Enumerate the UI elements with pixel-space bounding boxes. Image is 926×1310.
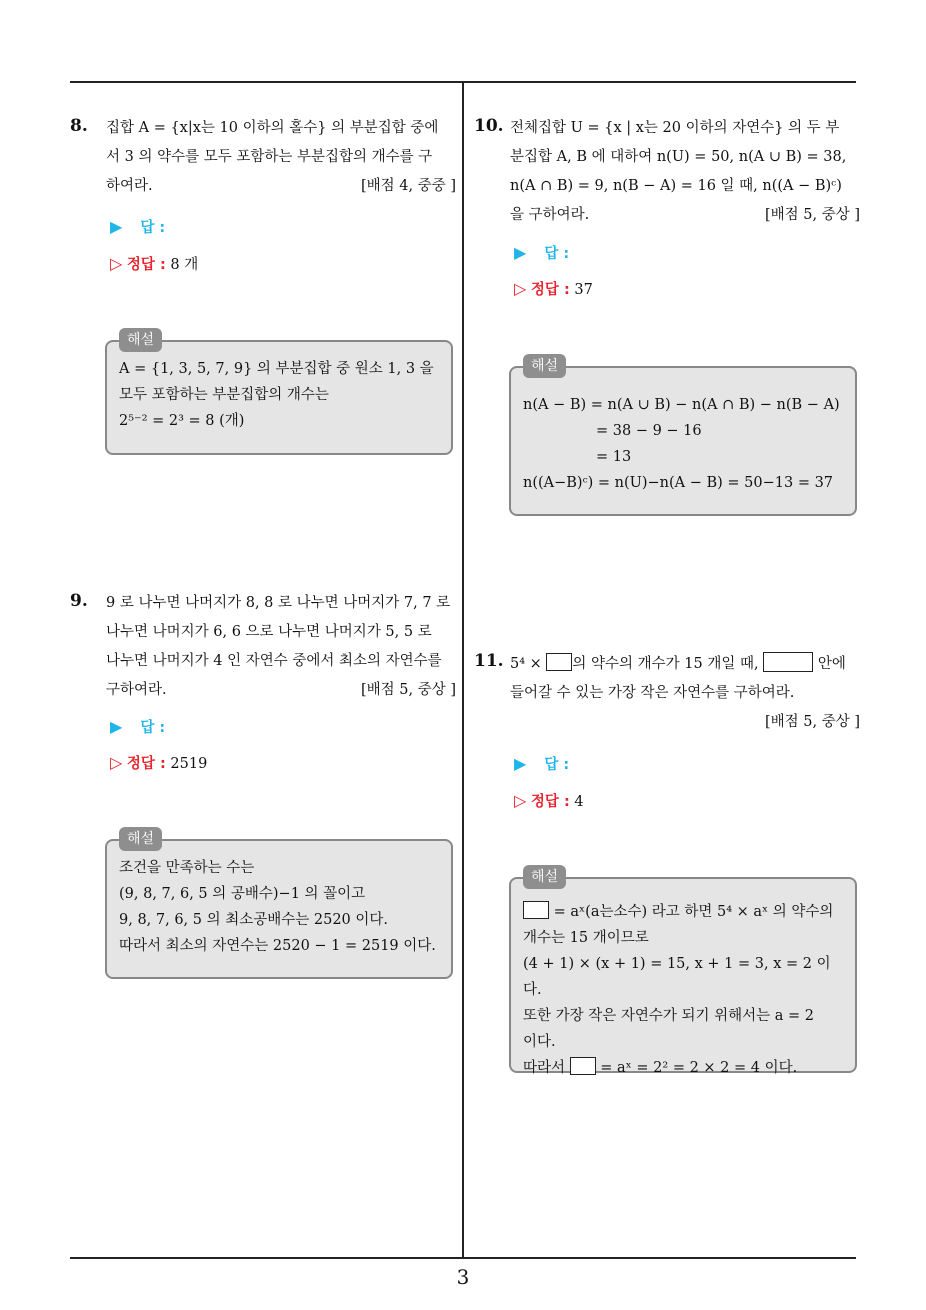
problem-8-line: 하여라. <box>106 178 153 194</box>
problem-11-number: 11. <box>474 651 504 671</box>
problem-8-number: 8. <box>70 116 88 136</box>
play-icon: ▶ <box>514 754 527 773</box>
problem-8-correct-answer: 8 개 <box>170 257 199 273</box>
explanation-text: = aˣ = 2² = 2 × 2 = 4 이다. <box>600 1060 798 1076</box>
problem-10-answer-row <box>514 242 569 263</box>
problem-8-correct-row <box>110 253 198 274</box>
problem-9-correct-row <box>110 752 207 773</box>
problem-10-line: 분집합 A, B 에 대하여 n(U) = 50, n(A ∪ B) = 38, <box>510 149 847 165</box>
problem-10-line: 전체집합 U = {x | x는 20 이하의 자연수} 의 두 부 <box>510 120 840 136</box>
explanation-tag: 해설 <box>119 827 162 851</box>
problem-11-explanation-box <box>509 877 857 1076</box>
explanation-line: 또한 가장 작은 자연수가 되기 위해서는 a = 2 <box>523 1008 815 1024</box>
answer-label: 답 : <box>140 720 166 736</box>
explanation-line: 개수는 15 개이므로 <box>523 930 649 946</box>
problem-8-explanation-box <box>105 340 453 455</box>
problem-9-line: 9 로 나누면 나머지가 8, 8 로 나누면 나머지가 7, 7 로 <box>106 595 451 611</box>
explanation-line: 따라서 최소의 자연수는 2520 − 1 = 2519 이다. <box>119 938 436 954</box>
explanation-line: n((A−B)ᶜ) = n(U)−n(A − B) = 50−13 = 37 <box>523 475 834 491</box>
problem-10-line: n(A ∩ B) = 9, n(B − A) = 16 일 때, n((A − B)ᶜ) <box>510 178 842 194</box>
problem-11-text: 의 약수의 개수가 15 개일 때, <box>572 656 759 672</box>
explanation-line: (9, 8, 7, 6, 5 의 공배수)−1 의 꼴이고 <box>119 886 366 902</box>
triangle-outline-icon: ▷ <box>514 279 527 298</box>
explanation-line <box>523 1055 843 1081</box>
problem-9-line: 구하여라. <box>106 682 167 698</box>
bottom-rule <box>70 1257 856 1259</box>
problem-9-line: 나누면 나머지가 6, 6 으로 나누면 나머지가 5, 5 로 <box>106 624 432 640</box>
problem-8-line: 집합 A = {x|x는 10 이하의 홀수} 의 부분집합 중에 <box>106 120 439 136</box>
problem-8-line: 서 3 의 약수를 모두 포함하는 부분집합의 개수를 구 <box>106 149 433 165</box>
explanation-line: = 13 <box>596 449 632 465</box>
correct-label: 정답 : <box>530 794 570 810</box>
answer-label: 답 : <box>544 246 570 262</box>
problem-9-answer-row <box>110 716 165 737</box>
explanation-text: = aˣ(a는소수) 라고 하면 5⁴ × aˣ 의 약수의 <box>553 904 834 920</box>
explanation-tag: 해설 <box>523 865 566 889</box>
correct-label: 정답 : <box>530 282 570 298</box>
problem-10-correct-row <box>514 278 593 299</box>
problem-9-score: [배점 5, 중상 ] <box>360 682 456 698</box>
problem-11-correct-answer: 4 <box>574 794 584 810</box>
problem-9-explanation-box <box>105 839 453 979</box>
explanation-line: = 38 − 9 − 16 <box>596 423 702 439</box>
problem-8-score: [배점 4, 중중 ] <box>360 178 456 194</box>
problem-11-correct-row <box>514 790 584 811</box>
problem-11-text: 5⁴ × <box>510 656 542 672</box>
explanation-line <box>523 899 843 925</box>
explanation-line: 9, 8, 7, 6, 5 의 최소공배수는 2520 이다. <box>119 912 389 928</box>
problem-10-line: 을 구하여라. <box>510 207 590 223</box>
play-icon: ▶ <box>110 717 123 736</box>
problem-11-score: [배점 5, 중상 ] <box>764 714 860 730</box>
answer-label: 답 : <box>544 757 570 773</box>
blank-box <box>523 901 549 919</box>
explanation-tag: 해설 <box>523 354 566 378</box>
triangle-outline-icon: ▷ <box>110 254 123 273</box>
problem-9-line: 나누면 나머지가 4 인 자연수 중에서 최소의 자연수를 <box>106 653 442 669</box>
problem-10-correct-answer: 37 <box>574 282 593 298</box>
problem-9-number: 9. <box>70 591 88 611</box>
problem-10-explanation-box <box>509 366 857 516</box>
play-icon: ▶ <box>514 243 527 262</box>
triangle-outline-icon: ▷ <box>110 753 123 772</box>
problem-11-text: 안에 <box>817 656 846 672</box>
blank-box <box>546 653 572 671</box>
explanation-line: 2⁵⁻² = 2³ = 8 (개) <box>119 413 245 429</box>
page-number: 3 <box>456 1265 470 1289</box>
problem-11 <box>510 650 860 737</box>
column-divider <box>462 83 464 1258</box>
problem-11-answer-row <box>514 753 569 774</box>
answer-label: 답 : <box>140 220 166 236</box>
blank-box <box>570 1057 596 1075</box>
problem-10-number: 10. <box>474 116 504 136</box>
problem-11-line: 들어갈 수 있는 가장 작은 자연수를 구하여라. <box>510 685 795 701</box>
explanation-line: A = {1, 3, 5, 7, 9} 의 부분집합 중 원소 1, 3 을 <box>119 361 434 377</box>
explanation-line: 조건을 만족하는 수는 <box>119 860 255 876</box>
blank-box <box>763 652 813 672</box>
explanation-line: n(A − B) = n(A ∪ B) − n(A ∩ B) − n(B − A) <box>523 397 840 413</box>
problem-8-answer-row <box>110 216 165 237</box>
correct-label: 정답 : <box>126 756 166 772</box>
explanation-line: (4 + 1) × (x + 1) = 15, x + 1 = 3, x = 2 이다. <box>523 956 831 998</box>
problem-10 <box>510 114 860 230</box>
explanation-line: 이다. <box>523 1034 556 1050</box>
problem-9 <box>106 589 456 705</box>
problem-10-score: [배점 5, 중상 ] <box>764 207 860 223</box>
problem-8 <box>106 114 456 201</box>
problem-11-line <box>510 650 860 679</box>
correct-label: 정답 : <box>126 257 166 273</box>
play-icon: ▶ <box>110 217 123 236</box>
triangle-outline-icon: ▷ <box>514 791 527 810</box>
explanation-line: 모두 포함하는 부분집합의 개수는 <box>119 387 329 403</box>
explanation-text: 따라서 <box>523 1060 566 1076</box>
problem-9-correct-answer: 2519 <box>170 756 208 772</box>
explanation-tag: 해설 <box>119 328 162 352</box>
